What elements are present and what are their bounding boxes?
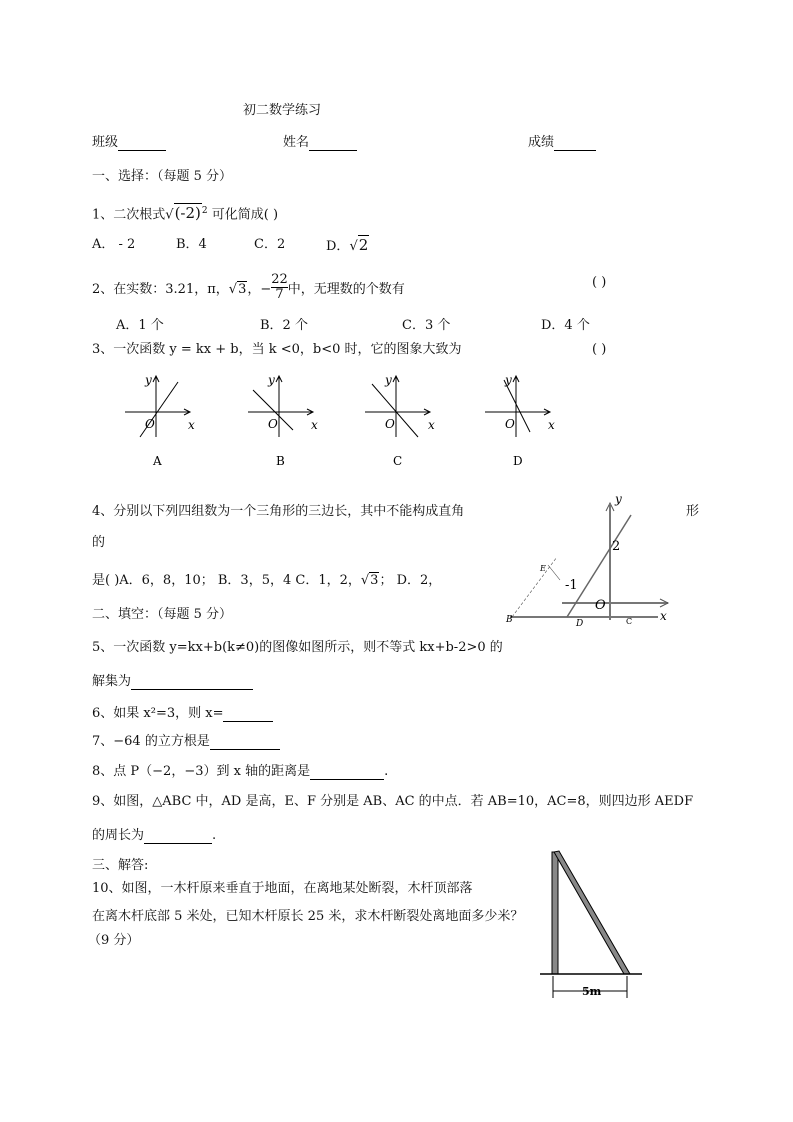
graph-label: C (393, 454, 403, 468)
tick-mark (548, 565, 560, 580)
label-o: O (145, 417, 155, 431)
graph-label: A (153, 454, 162, 468)
question-3: 3、一次函数 y = kx + b，当 k <0，b<0 时，它的图象大致为 (92, 342, 462, 357)
q9-end: . (212, 828, 217, 843)
pole-standing (552, 852, 558, 974)
q2-option-b: B．2 个 (260, 318, 308, 333)
question-10-line2: 在离木杆底部 5 米处，已知木杆原长 25 米，求木杆断裂处离地面多少米？ (92, 909, 524, 924)
q1-text: 1、二次根式 (92, 207, 166, 223)
q5-answer-blank[interactable] (131, 676, 253, 690)
score-blank[interactable] (554, 137, 596, 151)
section-2-heading: 二、填空：（每题 5 分） (92, 607, 233, 622)
dashed-line (512, 557, 557, 617)
q1-option-d-radicand: 2 (358, 236, 369, 254)
q2-option-d: D．4 个 (541, 318, 590, 333)
function-line (372, 384, 418, 437)
graph-label: D (513, 454, 523, 468)
label-y: y (385, 373, 392, 387)
class-label: 班级 (92, 135, 119, 150)
label-2: 2 (612, 539, 621, 554)
q3-graph-c[interactable] (360, 372, 440, 467)
q5-graph-figure (500, 492, 690, 630)
label-x: x (428, 418, 435, 432)
q8-text: 8、点 P（−2，−3）到 x 轴的距离是 (92, 764, 311, 779)
q6-answer-blank[interactable] (223, 708, 273, 722)
dim-label: 5m (582, 985, 602, 998)
q6-text: 6、如果 x²=3，则 x= (92, 706, 224, 721)
q1-option-a: A． - 2 (92, 237, 136, 252)
q2-tail: 中，无理数的个数有 (287, 282, 405, 297)
broken-pole-figure (540, 848, 650, 1003)
question-1: 1、二次根式$√(-2)^2$ 可化简成( ) (92, 204, 279, 223)
score-field (528, 135, 596, 151)
q1-radicand: (-2) (174, 204, 201, 223)
graph-label: B (276, 454, 285, 468)
label-o: O (595, 598, 606, 613)
label-y: y (615, 492, 622, 506)
q1-option-b: B．4 (176, 237, 207, 252)
question-5-line1: 5、一次函数 y=kx+b(k≠0)的图像如图所示，则不等式 kx+b-2>0 的 (92, 640, 503, 655)
page-title: 初二数学练习 (243, 103, 322, 118)
q5-label: 解集为 (92, 674, 132, 689)
q2-answer-paren[interactable]: ( ) (592, 275, 607, 290)
section-1-heading: 一、选择：（每题 5 分） (92, 169, 233, 184)
label-x: x (188, 418, 195, 432)
q4-option-d: ； D．2， (379, 573, 442, 588)
class-field (92, 135, 166, 151)
label-x: x (548, 418, 555, 432)
question-10-line3: （9 分） (88, 933, 140, 948)
question-4-line1-end: 形 (686, 504, 700, 519)
label-y: y (145, 373, 152, 387)
q2-frac-num: 22 (271, 272, 288, 287)
q2-text: 2、在实数：3.21，π， (92, 282, 229, 297)
question-9-line1: 9、如图，△ABC 中，AD 是高，E、F 分别是 AB、AC 的中点．若 AB=10，AC=8，则四边形 AEDF (92, 794, 694, 809)
q1-exp: 2 (201, 206, 208, 216)
q2-option-c: C．3 个 (402, 318, 451, 333)
label-y: y (505, 373, 512, 387)
q2-frac-den: 7 (275, 287, 284, 302)
score-label: 成绩 (528, 135, 555, 150)
q7-answer-blank[interactable] (210, 736, 280, 750)
q4-options: 是( )A．6，8，10； B．3，5，4 C．1，2， (92, 573, 361, 588)
q2-option-a: A．1 个 (116, 318, 164, 333)
label-x: x (311, 418, 318, 432)
q9-label: 的周长为 (92, 828, 145, 843)
label-x: x (660, 609, 667, 623)
question-4-line1: 4、分别以下列四组数为一个三角形的三边长，其中不能构成直角 (92, 504, 465, 519)
q1-option-d-label: D． (326, 239, 350, 254)
q3-graph-a[interactable] (120, 372, 200, 467)
question-8 (92, 764, 388, 780)
label-o: O (505, 417, 515, 431)
q1-tail: 可化简成( ) (211, 207, 279, 223)
pole-fallen (554, 851, 630, 974)
name-blank[interactable] (309, 137, 357, 151)
name-label: 姓名 (283, 135, 310, 150)
question-10-line1: 10、如图，一木杆原来垂直于地面，在离地某处断裂，木杆顶部落 (92, 881, 473, 896)
question-7 (92, 734, 280, 750)
name-field (283, 135, 357, 151)
label-d: D (576, 619, 584, 629)
q8-answer-blank[interactable] (310, 766, 384, 780)
label-o: O (268, 417, 278, 431)
question-4-line2: 的 (92, 535, 106, 550)
question-5-line2 (92, 674, 253, 690)
q3-answer-paren[interactable]: ( ) (592, 342, 607, 357)
q2-fraction (271, 273, 288, 302)
class-blank[interactable] (118, 137, 166, 151)
label-y: y (268, 373, 275, 387)
question-9-line2 (92, 828, 216, 844)
question-4-line3: 是( )A．6，8，10； B．3，5，4 C．1，2，√3； D．2， (92, 573, 442, 588)
q1-option-c: C．2 (254, 237, 286, 252)
q9-answer-blank[interactable] (144, 830, 212, 844)
label-e: E (540, 564, 546, 573)
q1-option-d: D．√2 (326, 236, 369, 254)
q4-sqrt: 3 (370, 573, 379, 588)
q7-text: 7、−64 的立方根是 (92, 734, 210, 749)
q3-graph-d[interactable] (480, 372, 560, 467)
label-o: O (385, 417, 395, 431)
section-3-heading: 三、解答: (92, 858, 149, 873)
q8-end: . (384, 764, 389, 779)
question-2: 2、在实数：3.21，π，√3，− $\frac{22}{7}$ 中，无理数的个数有 (92, 272, 405, 302)
label-b: B (506, 615, 513, 625)
q3-graph-b[interactable] (243, 372, 323, 467)
label-neg1: -1 (565, 578, 578, 593)
label-c: C (626, 617, 633, 626)
question-6 (92, 706, 273, 722)
q2-sqrt: 3 (238, 282, 247, 297)
